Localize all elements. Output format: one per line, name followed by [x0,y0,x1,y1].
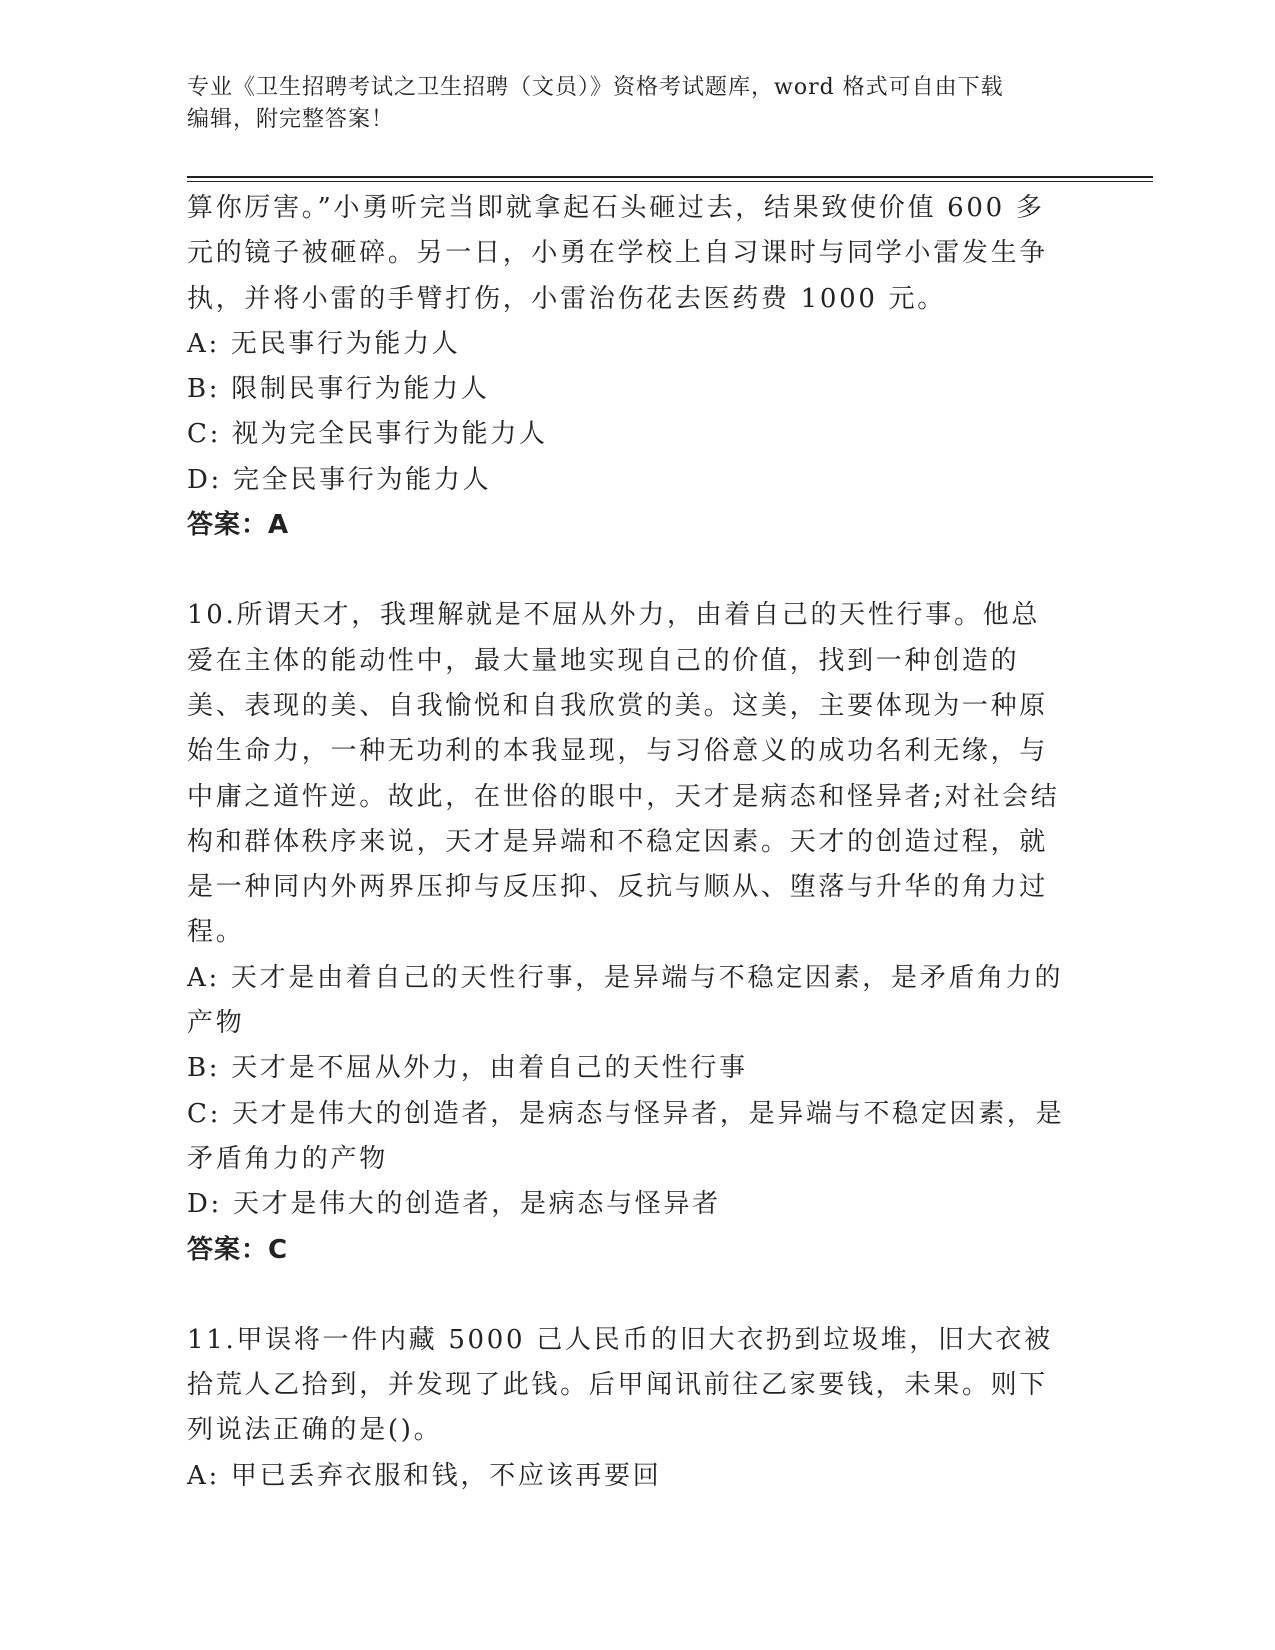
option-a: A: 天才是由着自己的天性行事，是异端与不稳定因素，是矛盾角力的产物 [187,962,1064,1039]
option-c: C: 天才是伟大的创造者，是病态与怪异者，是异端与不稳定因素，是矛盾角力的产物 [187,1098,1065,1174]
question-stem: 10.所谓天才，我理解就是不屈从外力，由着自己的天性行事。他总爱在主体的能动性中，最大量地实现自己的价值，找到一种创造的美、表现的美、自我愉悦和自我欣赏的美。这美，主要体现为一种原始生命力，一种无功利的本我显现，与习俗意义的成功名利无缘，与中庸之道忤逆。故此，在世俗的眼中，天才是病态和怪异者;对社会结构和群体秩序来说，天才是异端和不稳定因素。天才的创造过程，就是一种同内外两界压抑与反压抑、反抗与顺从、堕落与升华的角力过程。 [187,600,1060,948]
question-9 [187,186,1067,548]
question-10 [187,593,1067,1272]
question-11 [187,1318,1067,1499]
header-line-2: 编辑，附完整答案！ [187,107,395,132]
option-d: D: 天才是伟大的创造者，是病态与怪异者 [187,1189,721,1220]
option-c: C: 视为完全民事行为能力人 [187,419,548,450]
header-divider-thin [187,181,1153,182]
answer: 答案：A [187,510,290,541]
option-a: A: 甲已丢弃衣服和钱，不应该再要回 [187,1460,662,1491]
page-content [187,186,1067,1499]
option-a: A: 无民事行为能力人 [187,328,461,359]
question-stem: 11.甲误将一件内藏 5000 己人民币的旧大衣扔到垃圾堆，旧大衣被拾荒人乙拾到，并发现了此钱。后甲闻讯前往乙家要钱，未果。则下列说法正确的是()。 [187,1324,1053,1446]
answer: 答案：C [187,1234,289,1265]
header-divider [187,176,1153,178]
page-header [187,72,1067,136]
option-b: B: 限制民事行为能力人 [187,374,490,405]
option-b: B: 天才是不屈从外力，由着自己的天性行事 [187,1053,748,1084]
spacer [187,1273,1067,1318]
header-line-1: 专业《卫生招聘考试之卫生招聘（文员）》资格考试题库，word 格式可自由下载 [187,75,1004,100]
question-stem-continued: 算你厉害。”小勇听完当即就拿起石头砸过去，结果致使价值 600 多元的镜子被砸碎。另一日，小勇在学校上自习课时与同学小雷发生争执，并将小雷的手臂打伤，小雷治伤花去医药费 1000 元。 [187,193,1049,314]
spacer [187,548,1067,593]
option-d: D: 完全民事行为能力人 [187,464,492,495]
